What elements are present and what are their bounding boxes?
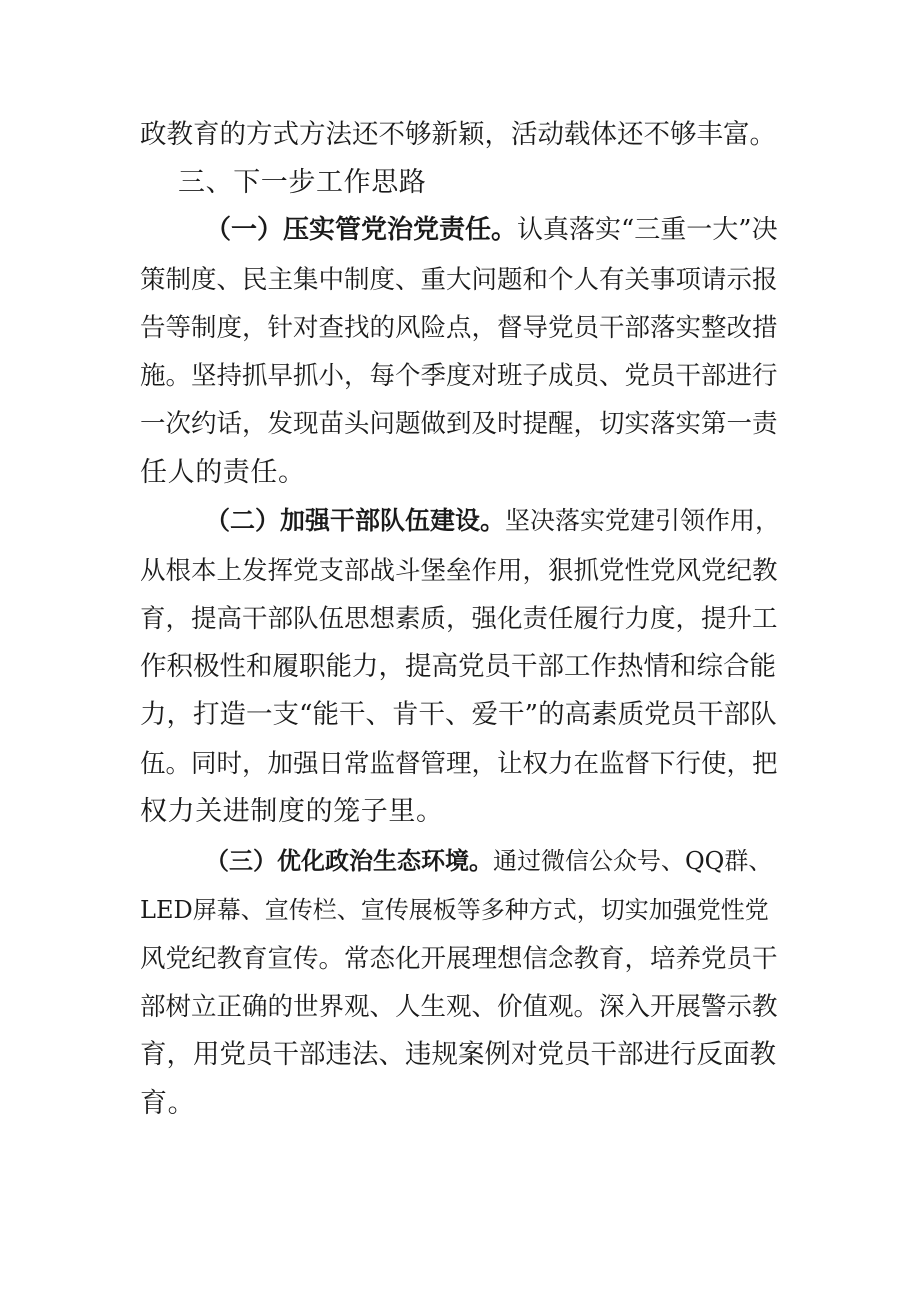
text-segment: 任人的责任。 bbox=[140, 457, 306, 488]
text-segment: 政教育的方式方法还不够新颖，活动载体还不够丰富。 bbox=[140, 119, 776, 150]
text-line bbox=[140, 989, 780, 1025]
text-line bbox=[140, 1086, 780, 1122]
text-line bbox=[140, 553, 780, 589]
text-line bbox=[140, 406, 780, 442]
text-segment: 认真落实“三重一大”决 bbox=[517, 215, 778, 245]
text-segment: 坚决落实党建引领作用， bbox=[505, 506, 781, 535]
text-segment: 策制度、民主集中制度、重大问题和个人有关事项请示报 bbox=[140, 265, 778, 295]
text-segment: LED屏幕、宣传栏、宣传展板等多种方式，切实加强党性党 bbox=[140, 896, 769, 924]
text-segment: 告等制度，针对查找的风险点，督导党员干部落实整改措 bbox=[140, 313, 778, 343]
text-segment: 作积极性和履职能力，提高党员干部工作热情和综合能 bbox=[140, 651, 776, 682]
section-heading-text: 三、下一步工作思路 bbox=[178, 167, 427, 198]
paragraph-3-heading: （三）优化政治生态环境。 bbox=[205, 846, 493, 875]
text-segment: 育，提高干部队伍思想素质，强化责任履行力度，提升工 bbox=[140, 604, 778, 634]
text-line bbox=[140, 455, 780, 491]
text-segment: 育，用党员干部违法、违规案例对党员干部进行反面教 bbox=[140, 1039, 776, 1070]
text-segment: 权力关进制度的笼子里。 bbox=[140, 796, 444, 827]
text-segment: 伍。同时，加强日常监督管理，让权力在监督下行使，把 bbox=[140, 749, 778, 779]
paragraph-3-line bbox=[205, 843, 780, 879]
paragraph-2-heading: （二）加强干部队伍建设。 bbox=[205, 506, 506, 535]
text-line bbox=[140, 310, 780, 346]
text-line bbox=[140, 262, 780, 298]
text-segment: 一次约话，发现苗头问题做到及时提醒，切实落实第一责 bbox=[140, 409, 778, 439]
text-segment: 从根本上发挥党支部战斗堡垒作用，狠抓党性党风党纪教 bbox=[140, 556, 778, 586]
text-line bbox=[140, 794, 780, 830]
text-segment: 通过微信公众号、QQ群、 bbox=[493, 847, 773, 875]
text-line bbox=[140, 117, 780, 153]
text-line bbox=[140, 746, 780, 782]
paragraph-2-line bbox=[205, 503, 780, 539]
text-line bbox=[140, 1037, 780, 1073]
section-heading bbox=[178, 165, 780, 201]
text-line bbox=[140, 941, 780, 977]
text-segment: 力，打造一支“能干、肯干、爱干”的高素质党员干部队 bbox=[140, 699, 777, 730]
text-segment: 部树立正确的世界观、人生观、价值观。深入开展警示教 bbox=[140, 992, 778, 1022]
text-line bbox=[140, 649, 780, 685]
text-line bbox=[140, 697, 780, 733]
text-line bbox=[140, 601, 780, 637]
text-line bbox=[140, 358, 780, 394]
text-segment: 施。坚持抓早抓小，每个季度对班子成员、党员干部进行 bbox=[140, 361, 778, 391]
text-segment: 风党纪教育宣传。常态化开展理想信念教育，培养党员干 bbox=[140, 944, 778, 974]
paragraph-1-line bbox=[205, 212, 780, 248]
paragraph-1-heading: （一）压实管党治党责任。 bbox=[205, 215, 518, 245]
text-segment: 育。 bbox=[140, 1088, 196, 1119]
text-line bbox=[140, 892, 780, 928]
